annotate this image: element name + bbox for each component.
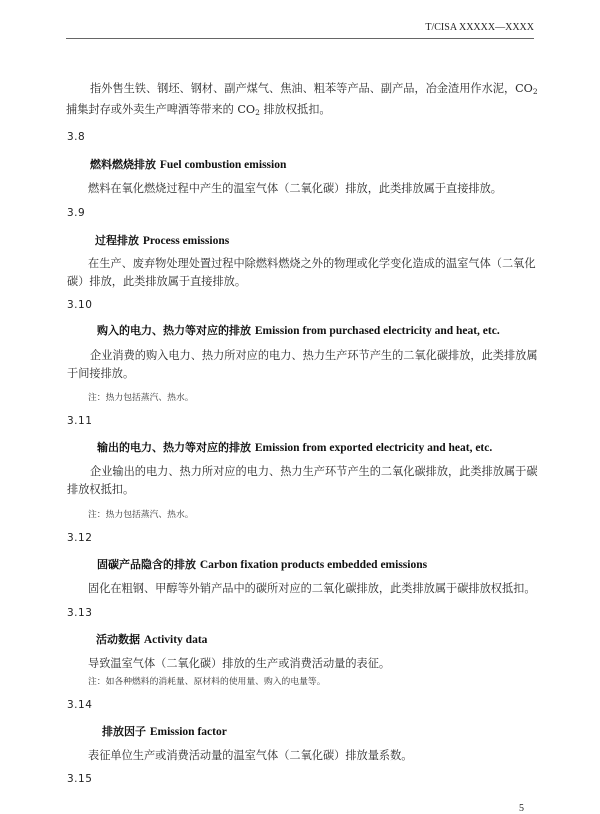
section-number: 3.12 — [67, 532, 93, 544]
section-number: 3.11 — [67, 415, 93, 427]
section-number: 3.9 — [67, 207, 86, 219]
definition-text: 表征单位生产或消费活动量的温室气体（二氧化碳）排放量系数。 — [88, 749, 413, 762]
note-text: 注：如各种燃料的消耗量、原材料的使用量、购入的电量等。 — [88, 677, 326, 687]
definition-text: 在生产、废弃物处理处置过程中除燃料燃烧之外的物理或化学变化造成的温室气体（二氧化碳）排放，此类排放属于直接排放。 — [67, 257, 536, 288]
definition-text: 企业消费的购入电力、热力所对应的电力、热力生产环节产生的二氧化碳排放，此类排放属于间接排放。 — [67, 349, 538, 380]
intro-paragraph: 指外售生铁、钢坯、钢材、副产煤气、焦油、粗苯等产品、副产品，冶金渣用作水泥，$CO_2$ 捕集封存或外卖生产啤酒等带来的 $CO_2$ 排放权抵扣。 — [66, 82, 538, 117]
note-text: 注：热力包括蒸汽、热水。 — [88, 510, 194, 520]
term-heading: 购入的电力、热力等对应的排放 Emission from purchased electricity and heat, etc. — [97, 324, 500, 337]
term-heading: 活动数据 Activity data — [96, 633, 208, 646]
definition-text: 企业输出的电力、热力所对应的电力、热力生产环节产生的二氧化碳排放，此类排放属于碳排放权抵扣。 — [67, 465, 538, 496]
term-heading: 燃料燃烧排放 Fuel combustion emission — [90, 158, 287, 171]
section-number: 3.14 — [67, 699, 93, 711]
term-heading: 固碳产品隐含的排放 Carbon fixation products embedded emissions — [97, 558, 428, 571]
note-text: 注：热力包括蒸汽、热水。 — [88, 393, 194, 403]
section-number: 3.8 — [67, 131, 86, 143]
term-heading: 输出的电力、热力等对应的排放 Emission from exported electricity and heat, etc. — [97, 441, 493, 454]
document-code-header: T/CISA XXXXX—XXXX — [425, 22, 534, 33]
definition-text: 导致温室气体（二氧化碳）排放的生产或消费活动量的表征。 — [88, 657, 391, 670]
term-heading: 过程排放 Process emissions — [95, 234, 230, 247]
section-number: 3.15 — [67, 773, 93, 785]
term-heading: 排放因子 Emission factor — [102, 725, 227, 738]
header-rule — [66, 38, 534, 39]
definition-text: 燃料在氧化燃烧过程中产生的温室气体（二氧化碳）排放，此类排放属于直接排放。 — [88, 182, 502, 195]
section-number: 3.10 — [67, 299, 93, 311]
section-number: 3.13 — [67, 607, 93, 619]
definition-text: 固化在粗钢、甲醇等外销产品中的碳所对应的二氧化碳排放，此类排放属于碳排放权抵扣。 — [88, 582, 536, 595]
page-number: 5 — [519, 803, 524, 814]
